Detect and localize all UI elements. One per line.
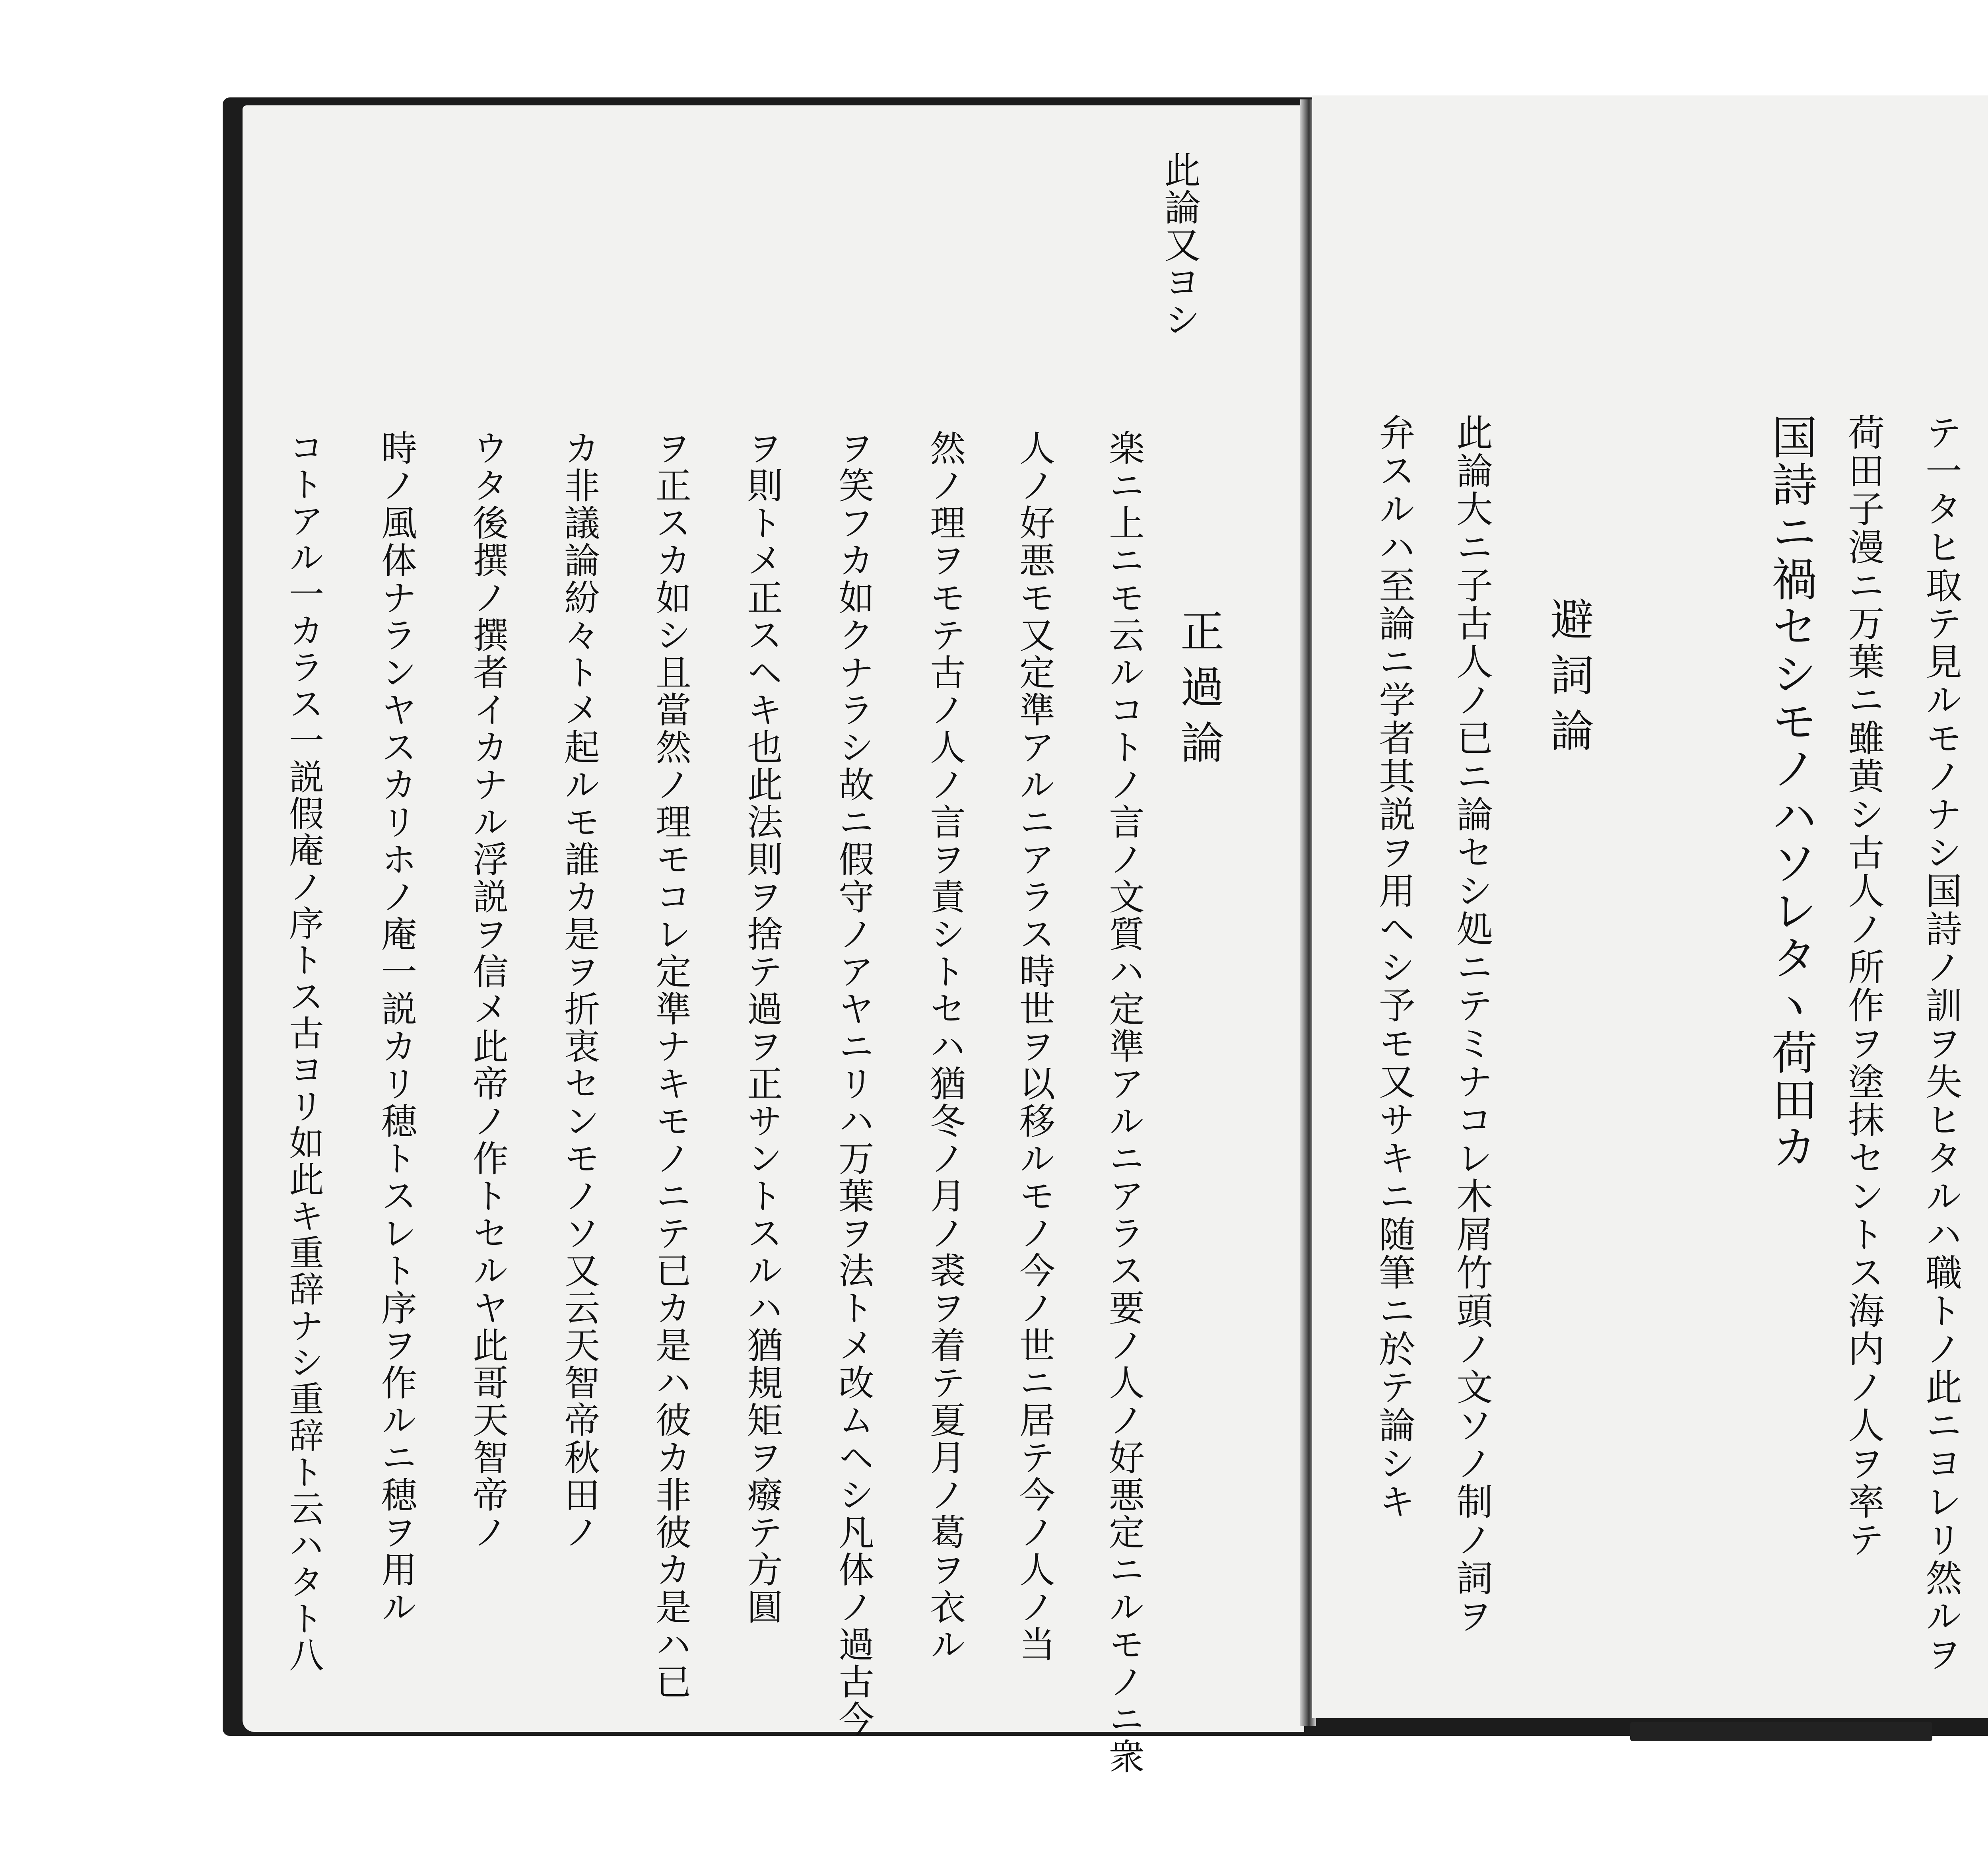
left-line-10: コトアル一カラス一説假庵ノ序トス古ヨリ如此キ重辞ナシ重辞ト云ハタト八: [283, 430, 324, 1673]
right-section-title: 避詞論: [1543, 597, 1594, 764]
left-header-line-1: 此論又ヨシ: [1158, 151, 1201, 338]
right-line-7: 荷田子漫ニ万葉ニ雖黄シ古人ノ所作ヲ塗抹セントス海内ノ人ヲ率テ: [1842, 414, 1885, 1559]
right-line-8: 国詩ニ禍セシモノハソレタヽ荷田カ: [1764, 414, 1817, 1171]
left-line-2: 人ノ好悪モ又定準アルニアラス時世ヲ以移ルモノ今ノ世ニ居テ今ノ人ノ当: [1013, 430, 1055, 1663]
left-line-6: ヲ正スカ如シ且當然ノ理モコレ定準ナキモノニテ已カ是ハ彼カ非彼カ是ハ已: [649, 430, 691, 1701]
left-line-5: ヲ則トメ正スヘキ也此法則ヲ捨テ過ヲ正サントスルハ猶規矩ヲ癈テ方圓: [741, 430, 782, 1626]
right-section-line-2: 弁スルハ至論ニ学者其説ヲ用ヘシ予モ又サキニ随筆ニ於テ論シキ: [1373, 414, 1415, 1521]
left-section-title: 正過論: [1173, 608, 1224, 775]
left-line-3: 然ノ理ヲモテ古ノ人ノ言ヲ責シトセハ猶冬ノ月ノ裘ヲ着テ夏月ノ葛ヲ衣ル: [924, 430, 965, 1663]
left-line-9: 時ノ風体ナランヤスカリホノ庵一説カリ穂トスレト序ヲ作ルニ穂ヲ用ル: [375, 430, 417, 1626]
bottom-edge-mark: [1630, 1722, 1932, 1741]
right-line-6: テ一タヒ取テ見ルモノナシ国詩ノ訓ヲ失ヒタルハ職トノ此ニヨレリ然ルヲ: [1920, 414, 1962, 1673]
left-line-8: ウタ後撰ノ撰者イカナル浮説ヲ信メ此帝ノ作トセルヤ此哥天智帝ノ: [466, 430, 508, 1551]
left-line-1: 楽ニ上ニモ云ルコトノ言ノ文質ハ定準アルニアラス要ノ人ノ好悪定ニルモノニ衆: [1103, 430, 1144, 1775]
left-line-4: ヲ笑フカ如クナラシ故ニ假守ノアヤニリハ万葉ヲ法トメ改ムヘシ凡体ノ過古今: [832, 430, 874, 1738]
right-section-line-1: 此論大ニ子古人ノ已ニ論セシ処ニテミナコレ木屑竹頭ノ文ソノ制ノ詞ヲ: [1450, 414, 1493, 1635]
left-line-7: カ非議論紛々トメ起ルモ誰カ是ヲ折衷センモノソ又云天智帝秋田ノ: [558, 430, 600, 1551]
